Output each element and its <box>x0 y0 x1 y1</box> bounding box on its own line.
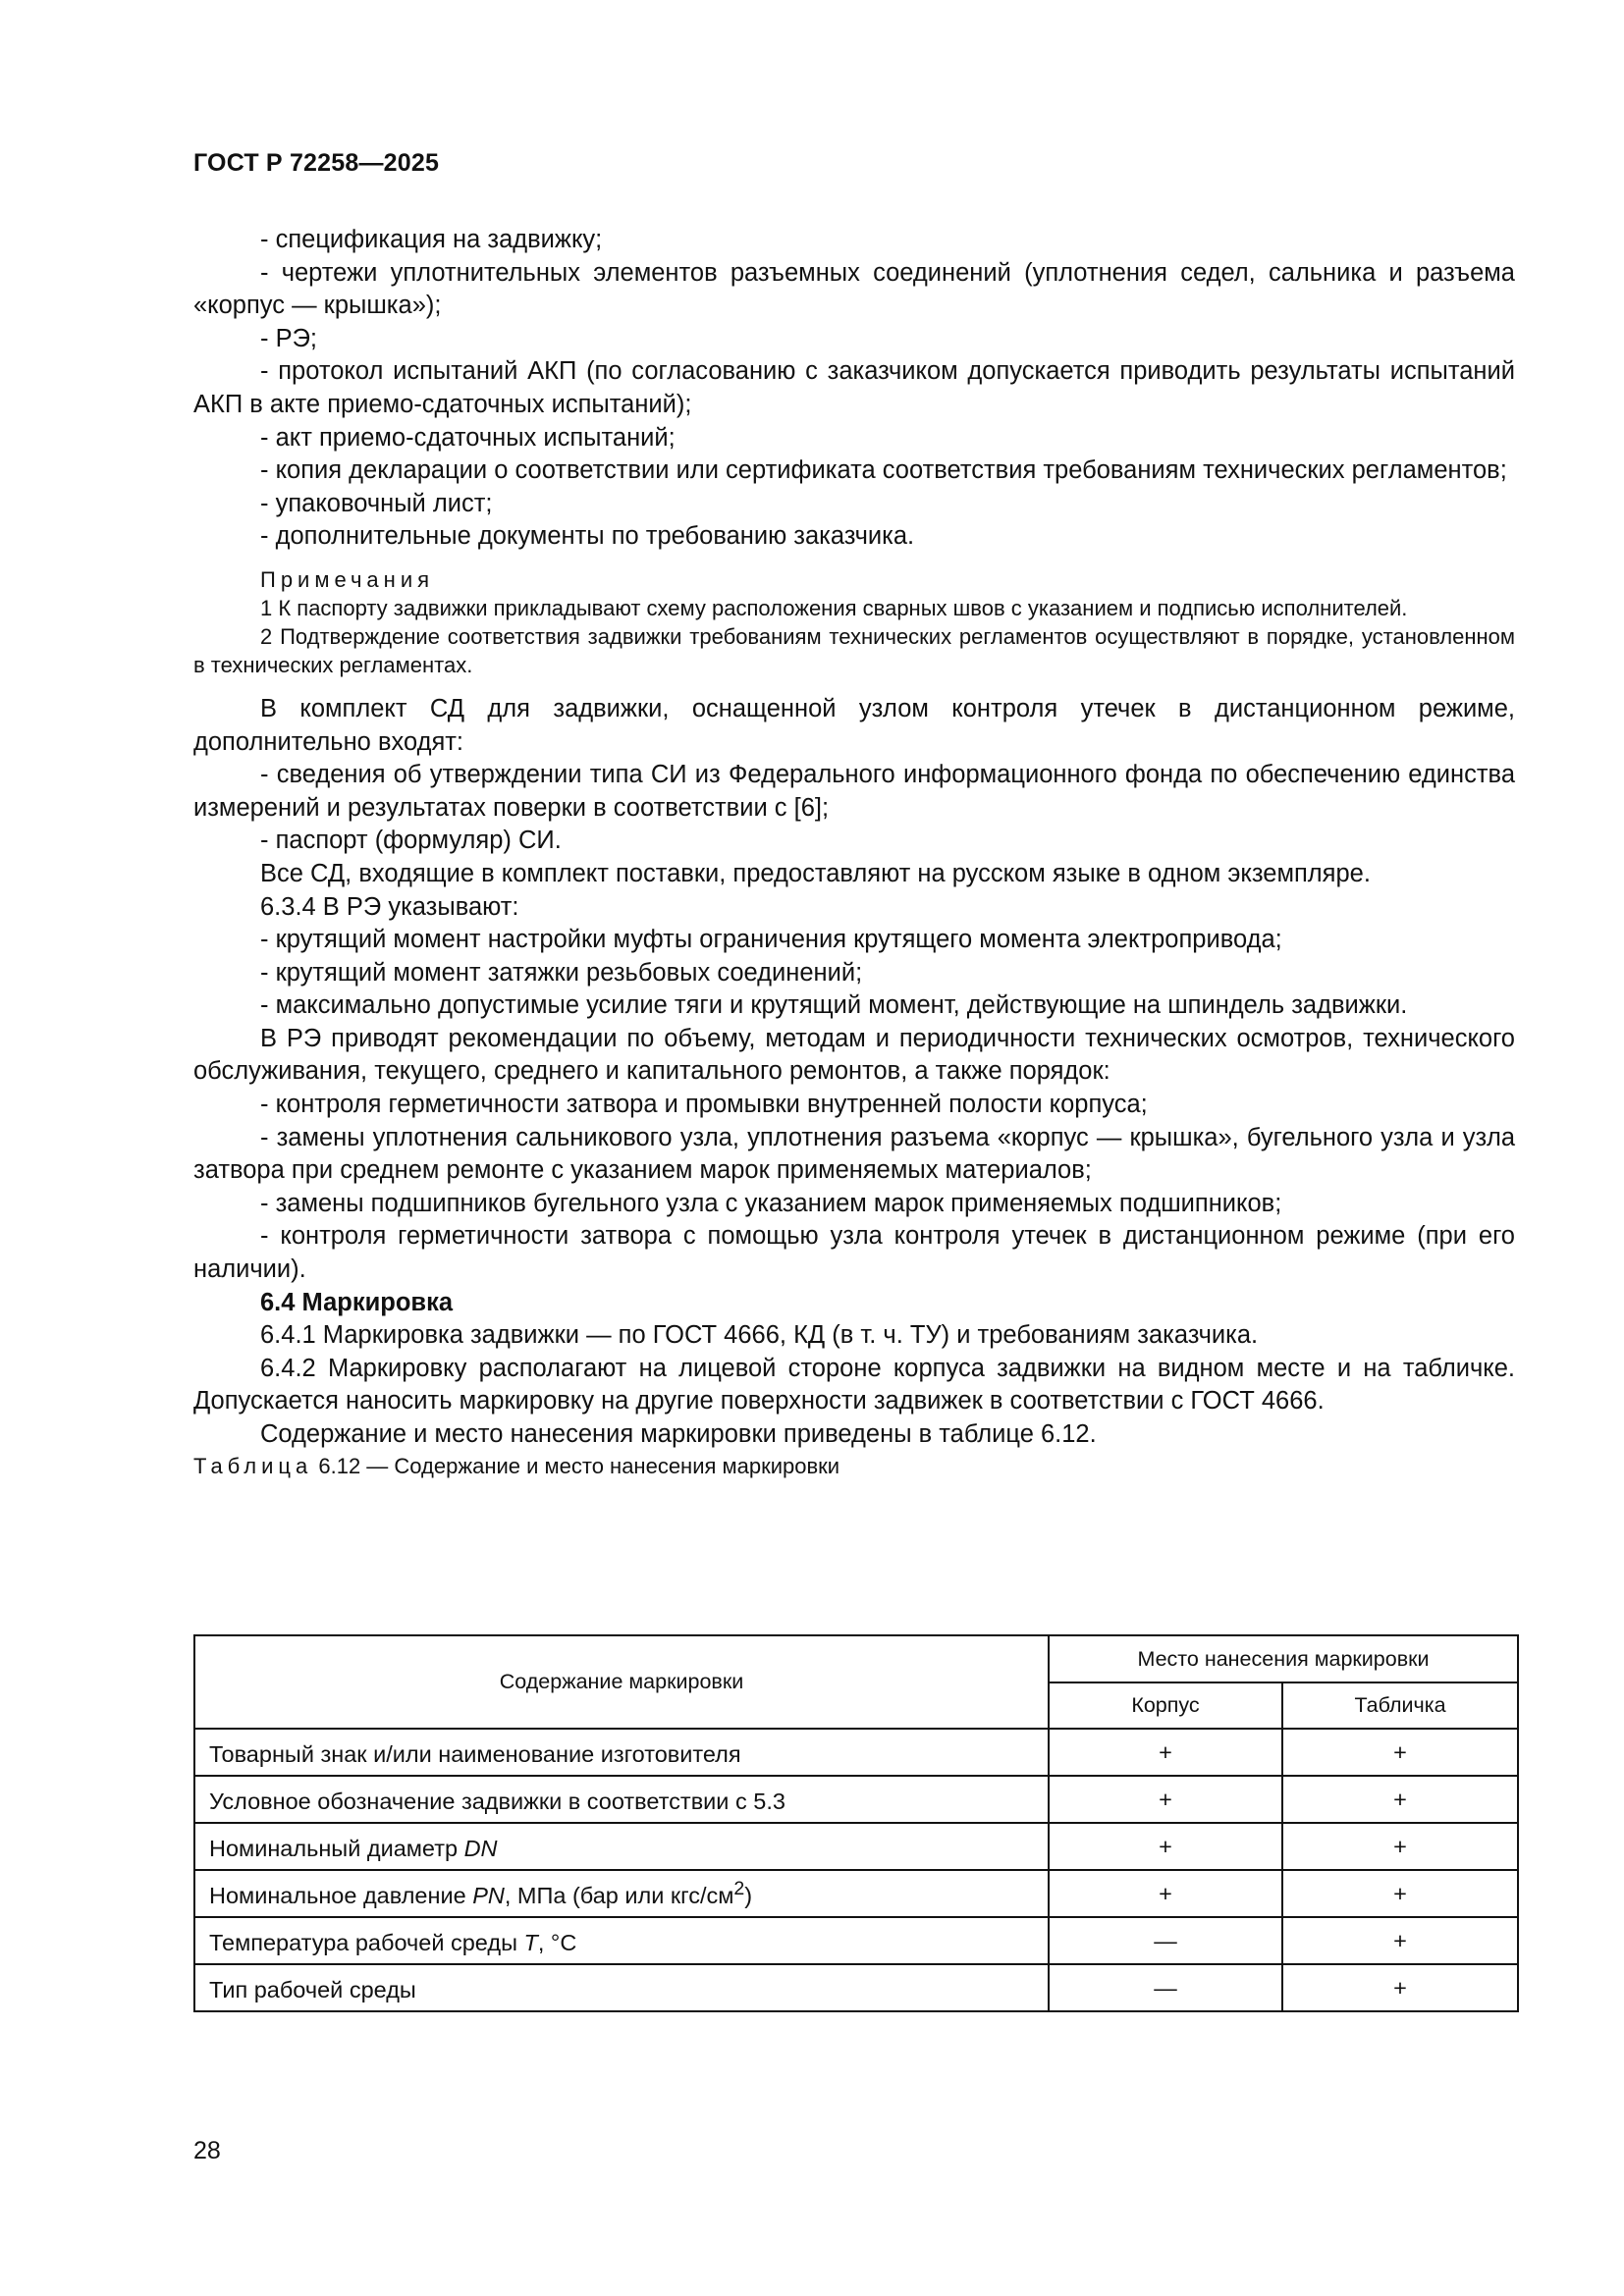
list-item: - дополнительные документы по требованию заказчика. <box>260 522 915 551</box>
table-header-content: Содержание маркировки <box>194 1635 1049 1729</box>
table-cell-content: Тип рабочей среды <box>194 1964 1049 2011</box>
paragraph: Содержание и место нанесения маркировки приведены в таблице 6.12. <box>260 1420 1097 1448</box>
table-cell-plate: + <box>1282 1729 1518 1776</box>
paragraph: В комплект СД для задвижки, оснащенной узлом контроля утечек в дистанционном режиме, дополнительно входят: <box>193 694 1515 756</box>
list-item: - акт приемо-сдаточных испытаний; <box>260 423 676 452</box>
table-cell-content: Температура рабочей среды T, °С <box>194 1917 1049 1964</box>
paragraph: 6.4.2 Маркировку располагают на лицевой стороне корпуса задвижки на видном месте и на табличке. Допускается наносить маркировку на другие поверхности задвижек в соответствии с ГОСТ 4666. <box>193 1354 1515 1415</box>
table-row <box>194 1917 1518 1964</box>
table-row <box>194 1776 1518 1823</box>
table-cell-body: + <box>1049 1823 1282 1870</box>
list-item: - контроля герметичности затвора и промывки внутренней полости корпуса; <box>260 1091 1148 1119</box>
table-caption-prefix: Таблица <box>193 1453 313 1478</box>
table-caption <box>193 1452 1515 1480</box>
document-body <box>193 224 1515 1480</box>
list-item: - контроля герметичности затвора с помощью узла контроля утечек в дистанционном режиме (при его наличии). <box>193 1222 1515 1284</box>
table-cell-plate: + <box>1282 1917 1518 1964</box>
list-item: - РЭ; <box>260 324 317 352</box>
list-item: - максимально допустимые усилие тяги и крутящий момент, действующие на шпиндель задвижки. <box>260 991 1408 1020</box>
list-item: - сведения об утверждении типа СИ из Федерального информационного фонда по обеспечению единства измерений и результатах поверки в соответствии с [6]; <box>193 761 1515 822</box>
table-row <box>194 1729 1518 1776</box>
list-item: - протокол испытаний АКП (по согласованию с заказчиком допускается приводить результаты испытаний АКП в акте приемо-сдаточных испытаний); <box>193 357 1515 418</box>
table-row <box>194 1823 1518 1870</box>
table-cell-content: Номинальный диаметр DN <box>194 1823 1049 1870</box>
table-cell-body: — <box>1049 1964 1282 2011</box>
table-header-location: Место нанесения маркировки <box>1049 1635 1518 1682</box>
table-cell-content: Номинальное давление PN, МПа (бар или кгс/$см^2$) <box>194 1870 1049 1917</box>
table-cell-body: — <box>1049 1917 1282 1964</box>
table-header-plate: Табличка <box>1282 1682 1518 1729</box>
page-number: 28 <box>193 2137 221 2164</box>
table-cell-body: + <box>1049 1776 1282 1823</box>
list-item: - спецификация на задвижку; <box>260 226 603 253</box>
list-item: - крутящий момент настройки муфты ограничения крутящего момента электропривода; <box>260 926 1282 954</box>
marking-table <box>193 1634 1519 2012</box>
table-cell-content: Товарный знак и/или наименование изготовителя <box>194 1729 1049 1776</box>
list-item: - замены подшипников бугельного узла с указанием марок применяемых подшипников; <box>260 1189 1282 1217</box>
table-row <box>194 1964 1518 2011</box>
list-item: - копия декларации о соответствии или сертификата соответствия требованиям технических регламентов; <box>260 456 1507 485</box>
paragraph: 6.4.1 Маркировка задвижки — по ГОСТ 4666, КД (в т. ч. ТУ) и требованиям заказчика. <box>260 1321 1259 1350</box>
table-cell-plate: + <box>1282 1823 1518 1870</box>
table-caption-text: 6.12 — Содержание и место нанесения маркировки <box>312 1453 840 1478</box>
table-cell-content: Условное обозначение задвижки в соответствии с 5.3 <box>194 1776 1049 1823</box>
list-item: - паспорт (формуляр) СИ. <box>260 827 562 855</box>
note-item: 1 К паспорту задвижки прикладывают схему расположения сварных швов с указанием и подписью исполнителей. <box>260 595 1408 620</box>
notes-title: Примечания <box>260 566 435 592</box>
section-heading: 6.4 Маркировка <box>260 1288 454 1316</box>
table-cell-body: + <box>1049 1870 1282 1917</box>
list-item: - замены уплотнения сальникового узла, уплотнения разъема «корпус — крышка», бугельного узла и узла затвора при среднем ремонте с указанием марок применяемых материалов; <box>193 1123 1515 1185</box>
paragraph: 6.3.4 В РЭ указывают: <box>260 892 519 921</box>
paragraph: Все СД, входящие в комплект поставки, предоставляют на русском языке в одном экземпляре. <box>260 859 1371 887</box>
paragraph: В РЭ приводят рекомендации по объему, методам и периодичности технических осмотров, технического обслуживания, текущего, среднего и капитального ремонтов, а также порядок: <box>193 1024 1515 1086</box>
table-cell-plate: + <box>1282 1776 1518 1823</box>
table-row <box>194 1870 1518 1917</box>
table-cell-plate: + <box>1282 1964 1518 2011</box>
table-header-body: Корпус <box>1049 1682 1282 1729</box>
table-cell-body: + <box>1049 1729 1282 1776</box>
list-item: - крутящий момент затяжки резьбовых соединений; <box>260 958 863 987</box>
list-item: - упаковочный лист; <box>260 489 493 517</box>
notes-block <box>193 565 1515 679</box>
note-item: 2 Подтверждение соответствия задвижки требованиям технических регламентов осуществляют в порядке, установленном в технических регламентах. <box>193 623 1515 677</box>
list-item: - чертежи уплотнительных элементов разъемных соединений (уплотнения седел, сальника и разъема «корпус — крышка»); <box>193 258 1515 320</box>
table-cell-plate: + <box>1282 1870 1518 1917</box>
standard-header: ГОСТ Р 72258—2025 <box>193 149 440 177</box>
